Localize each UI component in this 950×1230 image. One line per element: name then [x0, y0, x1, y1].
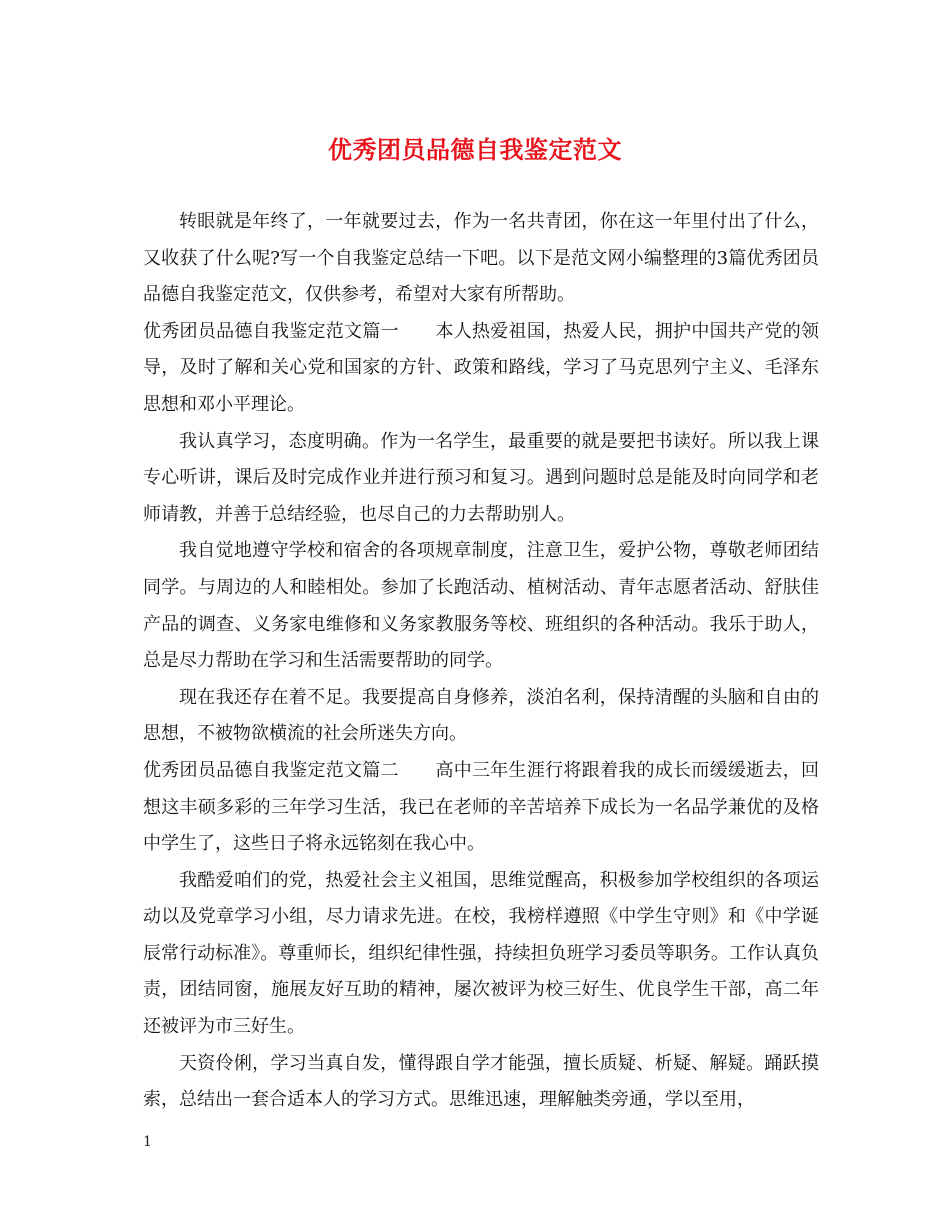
paragraph-section-one-heading: 优秀团员品德自我鉴定范文篇一 本人热爱祖国，热爱人民，拥护中国共产党的领导，及时了解和关心党和国家的方针、政策和路线，学习了马克思列宁主义、毛泽东思想和邓小平理论。 — [143, 320, 819, 415]
paragraph-learning-method: 天资伶俐，学习当真自发，懂得跟自学才能强，擅长质疑、析疑、解疑。踊跃摸索，总结出一套合适本人的学习方式。思维迅速，理解触类旁通，学以至用， — [143, 1052, 819, 1111]
paragraph-party-love: 我酷爱咱们的党，热爱社会主义祖国，思维觉醒高，积极参加学校组织的各项运动以及党章学习小组，尽力请求先进。在校，我榜样遵照《中学生守则》和《中学诞辰常行动标准》。尊重师长，组织纪律性强，持续担负班学习委员等职务。工作认真负责，团结同窗，施展友好互助的精神，屡次被评为校三好生、优良学生干部，高二年还被评为市三好生。 — [143, 869, 819, 1038]
document-body — [143, 204, 819, 1119]
paragraph-study-attitude: 我认真学习，态度明确。作为一名学生，最重要的就是要把书读好。所以我上课专心听讲，课后及时完成作业并进行预习和复习。遇到问题时总是能及时向同学和老师请教，并善于总结经验，也尽自己的力去帮助别人。 — [143, 430, 819, 525]
paragraph-section-two-heading: 优秀团员品德自我鉴定范文篇二 高中三年生涯行将跟着我的成长而缓缓逝去，回想这丰硕多彩的三年学习生活，我已在老师的辛苦培养下成长为一名品学兼优的及格中学生了，这些日子将永远铭刻在我心中。 — [143, 759, 819, 855]
paragraph-intro: 转眼就是年终了，一年就要过去，作为一名共青团，你在这一年里付出了什么，又收获了什么呢?写一个自我鉴定总结一下吧。以下是范文网小编整理的3篇优秀团员品德自我鉴定范文，仅供参考，希望对大家有所帮助。 — [143, 211, 819, 306]
paragraph-discipline: 我自觉地遵守学校和宿舍的各项规章制度，注意卫生，爱护公物，尊敬老师团结同学。与周边的人和睦相处。参加了长跑活动、植树活动、青年志愿者活动、舒肤佳产品的调查、义务家电维修和义务家教服务等校、班组织的各种活动。我乐于助人，总是尽力帮助在学习和生活需要帮助的同学。 — [143, 540, 819, 672]
document-title: 优秀团员品德自我鉴定范文 — [328, 135, 622, 164]
page-number: 1 — [143, 1134, 152, 1150]
paragraph-shortcomings: 现在我还存在着不足。我要提高自身修养，淡泊名利，保持清醒的头脑和自由的思想，不被物欲横流的社会所迷失方向。 — [143, 686, 819, 745]
